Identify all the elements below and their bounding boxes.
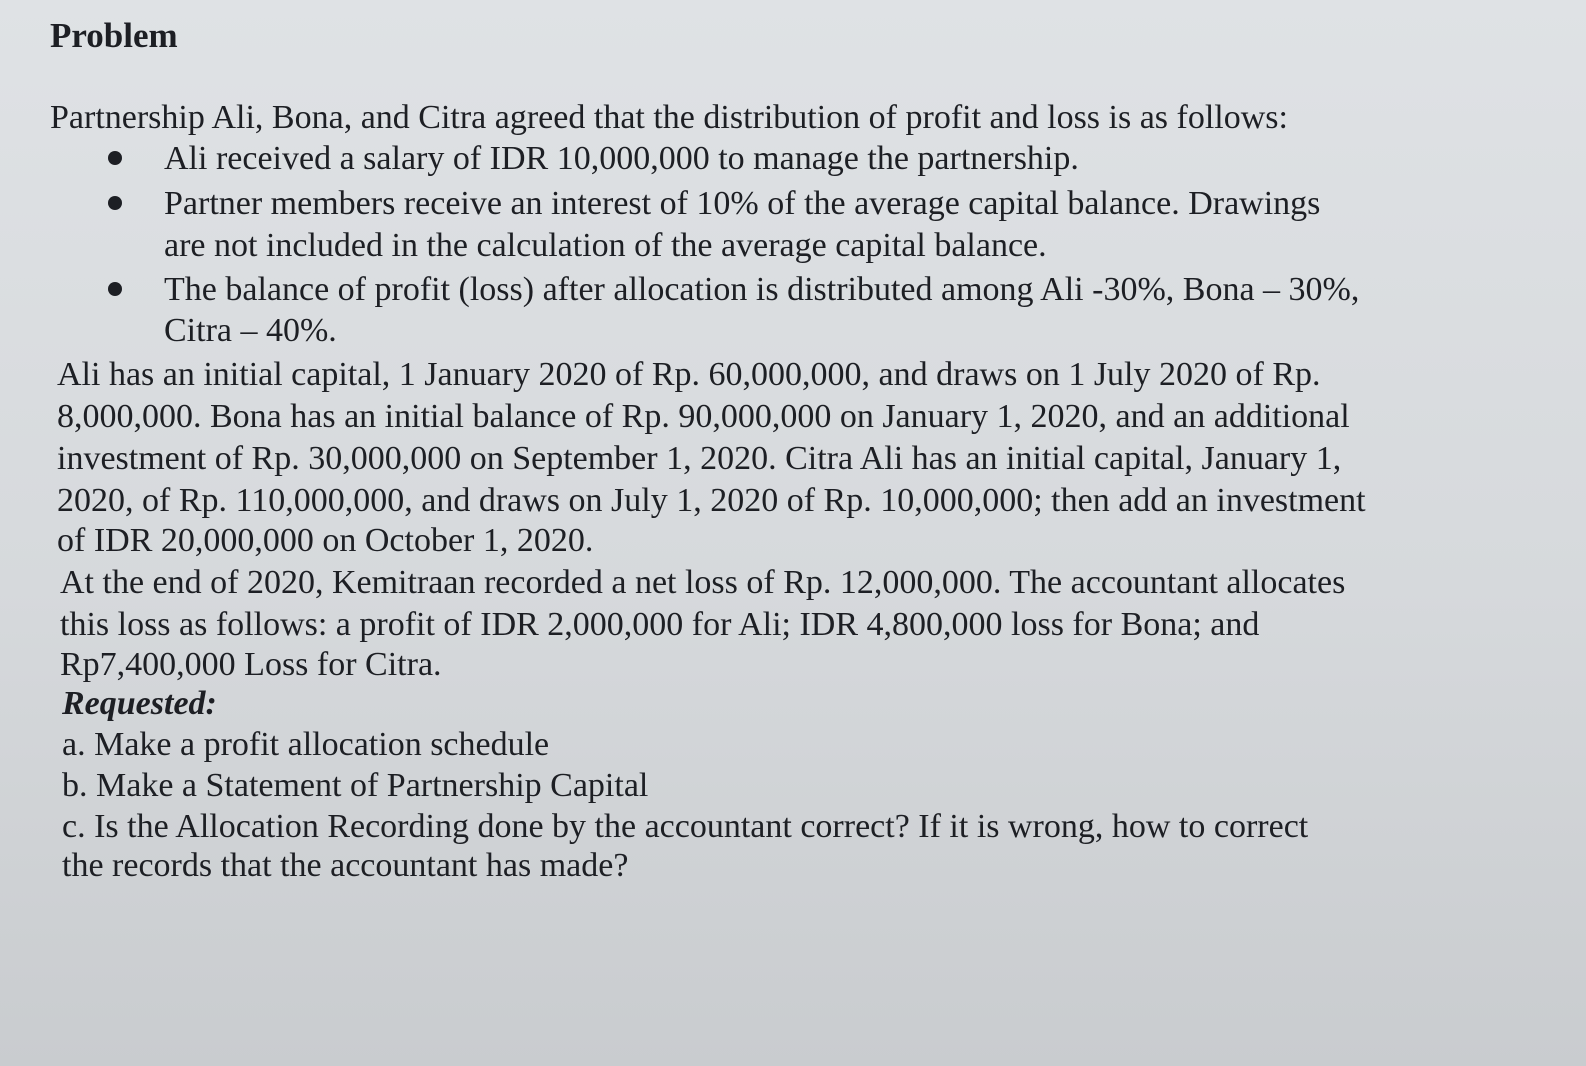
request-item: b. Make a Statement of Partnership Capital xyxy=(62,767,649,804)
page-title: Problem xyxy=(50,16,178,55)
request-item: the records that the accountant has made? xyxy=(62,847,629,884)
capital-paragraph-line: 2020, of Rp. 110,000,000, and draws on July 1, 2020 of Rp. 10,000,000; then add an investment xyxy=(57,482,1366,519)
capital-paragraph-line: Ali has an initial capital, 1 January 2020 of Rp. 60,000,000, and draws on 1 July 2020 of Rp. xyxy=(57,356,1321,393)
request-item: c. Is the Allocation Recording done by the accountant correct? If it is wrong, how to correct xyxy=(62,808,1309,845)
loss-paragraph-line: Rp7,400,000 Loss for Citra. xyxy=(60,646,442,683)
capital-paragraph-line: investment of Rp. 30,000,000 on September 1, 2020. Citra Ali has an initial capital, January 1, xyxy=(57,440,1342,477)
bullet-dot-icon xyxy=(108,151,122,165)
intro-text: Partnership Ali, Bona, and Citra agreed that the distribution of profit and loss is as follows: xyxy=(50,99,1288,136)
bullet-dot-icon xyxy=(108,196,122,210)
bullet-line: Ali received a salary of IDR 10,000,000 to manage the partnership. xyxy=(164,140,1079,177)
requested-heading: Requested: xyxy=(62,685,217,722)
loss-paragraph-line: this loss as follows: a profit of IDR 2,000,000 for Ali; IDR 4,800,000 loss for Bona; and xyxy=(60,606,1260,643)
capital-paragraph-line: of IDR 20,000,000 on October 1, 2020. xyxy=(57,522,594,559)
capital-paragraph-line: 8,000,000. Bona has an initial balance of Rp. 90,000,000 on January 1, 2020, and an additional xyxy=(57,398,1350,435)
bullet-line: Citra – 40%. xyxy=(164,312,337,349)
loss-paragraph-line: At the end of 2020, Kemitraan recorded a net loss of Rp. 12,000,000. The accountant allocates xyxy=(60,564,1346,601)
bullet-line: Partner members receive an interest of 10% of the average capital balance. Drawings xyxy=(164,185,1321,222)
bullet-dot-icon xyxy=(108,282,122,296)
bullet-line: are not included in the calculation of the average capital balance. xyxy=(164,227,1047,264)
bullet-line: The balance of profit (loss) after allocation is distributed among Ali -30%, Bona – 30%, xyxy=(164,271,1360,308)
request-item: a. Make a profit allocation schedule xyxy=(62,726,550,763)
